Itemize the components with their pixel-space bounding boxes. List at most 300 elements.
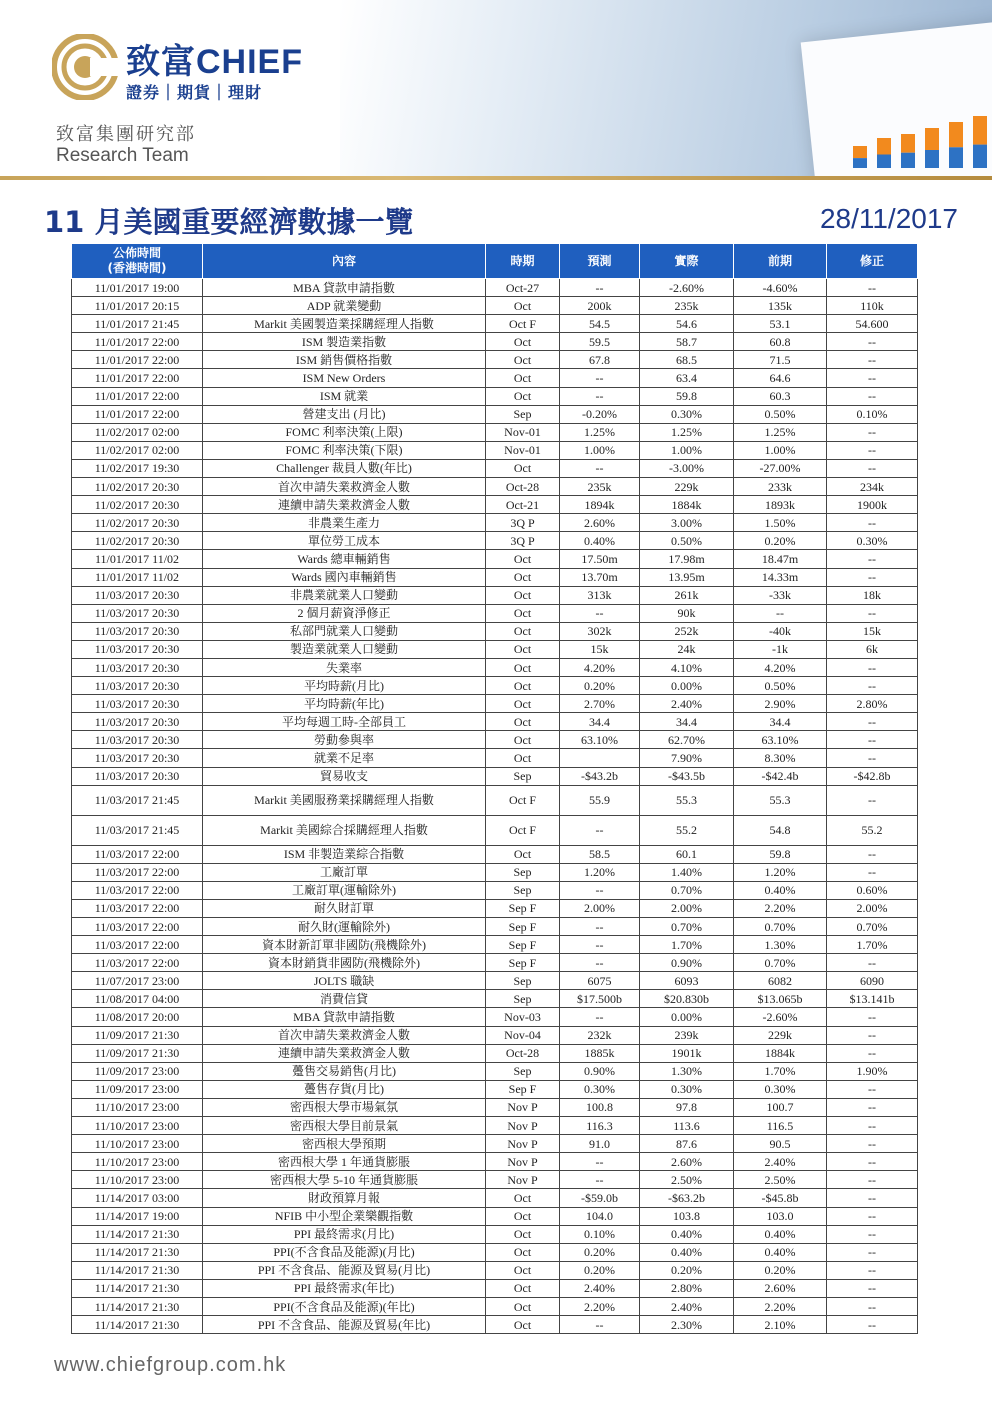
cell-item: 失業率 — [203, 658, 486, 676]
cell-release-time: 11/01/2017 21:45 — [72, 315, 203, 333]
cell-prior: -$45.8b — [734, 1189, 827, 1207]
cell-release-time: 11/14/2017 21:30 — [72, 1225, 203, 1243]
cell-prior: 63.10% — [734, 731, 827, 749]
cell-revised: 18k — [827, 586, 918, 604]
cell-item: ISM 非製造業綜合指數 — [203, 845, 486, 863]
cell-prior: 34.4 — [734, 713, 827, 731]
cell-release-time: 11/03/2017 20:30 — [72, 604, 203, 622]
cell-actual: 2.40% — [640, 695, 734, 713]
cell-prior: 1.50% — [734, 514, 827, 532]
cell-actual: 239k — [640, 1026, 734, 1044]
cell-forecast: 2.40% — [560, 1279, 640, 1297]
cell-actual: 55.3 — [640, 785, 734, 815]
cell-item: 資本財銷貨非國防(飛機除外) — [203, 954, 486, 972]
cell-period: Oct — [486, 1225, 560, 1243]
table-row — [72, 731, 918, 749]
cell-forecast: -- — [560, 459, 640, 477]
cell-forecast: -- — [560, 279, 640, 297]
cell-period: Oct — [486, 1261, 560, 1279]
cell-period: Sep F — [486, 936, 560, 954]
table-row — [72, 622, 918, 640]
cell-period: Oct — [486, 297, 560, 315]
cell-release-time: 11/10/2017 23:00 — [72, 1153, 203, 1171]
cell-release-time: 11/03/2017 20:30 — [72, 731, 203, 749]
cell-period: Oct — [486, 622, 560, 640]
cell-prior: -2.60% — [734, 1008, 827, 1026]
cell-forecast: 58.5 — [560, 845, 640, 863]
cell-period: Oct — [486, 713, 560, 731]
cell-item: NFIB 中小型企業樂觀指數 — [203, 1207, 486, 1225]
cell-prior: 54.8 — [734, 815, 827, 845]
decor-bar-bottom — [949, 147, 963, 168]
table-row — [72, 333, 918, 351]
cell-item: Wards 國內車輛銷售 — [203, 568, 486, 586]
cell-item: 單位勞工成本 — [203, 532, 486, 550]
cell-period: Oct F — [486, 315, 560, 333]
cell-forecast: 4.20% — [560, 658, 640, 676]
cell-revised: 54.600 — [827, 315, 918, 333]
table-row — [72, 863, 918, 881]
header-forecast: 預測 — [560, 244, 640, 279]
cell-item: JOLTS 職缺 — [203, 972, 486, 990]
decor-bar-top — [901, 134, 915, 153]
cell-forecast: 67.8 — [560, 351, 640, 369]
table-row — [72, 279, 918, 297]
cell-actual: 0.70% — [640, 918, 734, 936]
cell-forecast: 116.3 — [560, 1117, 640, 1135]
cell-forecast: 0.10% — [560, 1225, 640, 1243]
cell-prior: 233k — [734, 478, 827, 496]
cell-forecast: 1885k — [560, 1044, 640, 1062]
cell-release-time: 11/02/2017 20:30 — [72, 496, 203, 514]
cell-release-time: 11/09/2017 21:30 — [72, 1026, 203, 1044]
cell-prior: 8.30% — [734, 749, 827, 767]
cell-actual: -2.60% — [640, 279, 734, 297]
cell-item: 製造業就業人口變動 — [203, 640, 486, 658]
cell-prior: -1k — [734, 640, 827, 658]
cell-revised: -- — [827, 1297, 918, 1315]
cell-release-time: 11/03/2017 20:30 — [72, 677, 203, 695]
cell-item: 密西根大學預期 — [203, 1135, 486, 1153]
cell-forecast: -- — [560, 604, 640, 622]
cell-actual: 1.00% — [640, 441, 734, 459]
cell-period: Sep — [486, 881, 560, 899]
cell-prior: 135k — [734, 297, 827, 315]
cell-item: 就業不足率 — [203, 749, 486, 767]
table-row — [72, 899, 918, 917]
cell-revised: 55.2 — [827, 815, 918, 845]
cell-prior: -27.00% — [734, 459, 827, 477]
cell-actual: 1.40% — [640, 863, 734, 881]
cell-period: Oct — [486, 731, 560, 749]
table-row — [72, 845, 918, 863]
cell-period: Oct — [486, 845, 560, 863]
cell-release-time: 11/03/2017 22:00 — [72, 918, 203, 936]
cell-revised: -- — [827, 731, 918, 749]
cell-forecast: 13.70m — [560, 568, 640, 586]
table-row — [72, 990, 918, 1008]
cell-prior: 0.40% — [734, 881, 827, 899]
cell-period: Nov P — [486, 1117, 560, 1135]
cell-item: 密西根大學 5-10 年通貨膨脹 — [203, 1171, 486, 1189]
cell-prior: 6082 — [734, 972, 827, 990]
cell-revised: 15k — [827, 622, 918, 640]
cell-prior: 229k — [734, 1026, 827, 1044]
cell-revised: -- — [827, 1189, 918, 1207]
cell-revised: -- — [827, 677, 918, 695]
decor-bar-bottom — [973, 145, 987, 168]
cell-prior: -4.60% — [734, 279, 827, 297]
cell-forecast: -- — [560, 1153, 640, 1171]
cell-release-time: 11/03/2017 20:30 — [72, 640, 203, 658]
cell-item: FOMC 利率決策(下限) — [203, 441, 486, 459]
table-row — [72, 532, 918, 550]
cell-actual: 87.6 — [640, 1135, 734, 1153]
cell-prior: 100.7 — [734, 1098, 827, 1116]
cell-release-time: 11/03/2017 20:30 — [72, 749, 203, 767]
cell-period: Oct — [486, 459, 560, 477]
cell-actual: 55.2 — [640, 815, 734, 845]
cell-revised: -- — [827, 1026, 918, 1044]
cell-period: Oct — [486, 1189, 560, 1207]
cell-forecast: 1.00% — [560, 441, 640, 459]
table-row — [72, 972, 918, 990]
cell-period: Nov P — [486, 1135, 560, 1153]
cell-forecast: 0.90% — [560, 1062, 640, 1080]
cell-actual: 97.8 — [640, 1098, 734, 1116]
cell-forecast: 0.40% — [560, 532, 640, 550]
decor-bar-top — [949, 122, 963, 147]
chief-logo-icon — [52, 34, 118, 100]
cell-prior: 55.3 — [734, 785, 827, 815]
cell-revised: -- — [827, 423, 918, 441]
cell-item: Challenger 裁員人數(年比) — [203, 459, 486, 477]
cell-item: 躉售交易銷售(月比) — [203, 1062, 486, 1080]
cell-revised: -- — [827, 1153, 918, 1171]
cell-actual: 7.90% — [640, 749, 734, 767]
cell-period: Nov P — [486, 1098, 560, 1116]
table-row — [72, 459, 918, 477]
cell-release-time: 11/03/2017 21:45 — [72, 785, 203, 815]
cell-period: Nov-03 — [486, 1008, 560, 1026]
cell-item: 財政預算月報 — [203, 1189, 486, 1207]
cell-revised: -- — [827, 333, 918, 351]
cell-period: Sep — [486, 1062, 560, 1080]
cell-release-time: 11/03/2017 22:00 — [72, 881, 203, 899]
cell-period: Nov-01 — [486, 441, 560, 459]
cell-release-time: 11/14/2017 21:30 — [72, 1243, 203, 1261]
table-row — [72, 1117, 918, 1135]
cell-period: Oct-21 — [486, 496, 560, 514]
cell-release-time: 11/14/2017 03:00 — [72, 1189, 203, 1207]
cell-actual: 0.40% — [640, 1243, 734, 1261]
cell-release-time: 11/02/2017 19:30 — [72, 459, 203, 477]
cell-release-time: 11/01/2017 19:00 — [72, 279, 203, 297]
cell-actual: 0.40% — [640, 1225, 734, 1243]
cell-revised: -- — [827, 954, 918, 972]
cell-release-time: 11/10/2017 23:00 — [72, 1135, 203, 1153]
cell-forecast: -- — [560, 387, 640, 405]
table-row — [72, 1135, 918, 1153]
cell-revised: 6k — [827, 640, 918, 658]
cell-revised: -- — [827, 1008, 918, 1026]
cell-actual: 58.7 — [640, 333, 734, 351]
cell-period: Oct F — [486, 785, 560, 815]
cell-item: 連續申請失業救濟金人數 — [203, 1044, 486, 1062]
table-row — [72, 441, 918, 459]
cell-release-time: 11/02/2017 02:00 — [72, 441, 203, 459]
cell-forecast: 6075 — [560, 972, 640, 990]
cell-actual: 24k — [640, 640, 734, 658]
table-row — [72, 496, 918, 514]
table-row — [72, 936, 918, 954]
cell-prior: 0.20% — [734, 1261, 827, 1279]
cell-item: 非農業就業人口變動 — [203, 586, 486, 604]
cell-actual: 1901k — [640, 1044, 734, 1062]
cell-revised: 0.10% — [827, 405, 918, 423]
cell-period: Oct-27 — [486, 279, 560, 297]
cell-forecast: 1.20% — [560, 863, 640, 881]
research-dept-en: Research Team — [56, 145, 189, 166]
cell-item: 貿易收支 — [203, 767, 486, 785]
cell-prior: 2.40% — [734, 1153, 827, 1171]
cell-actual: 103.8 — [640, 1207, 734, 1225]
cell-release-time: 11/03/2017 20:30 — [72, 586, 203, 604]
cell-prior: 18.47m — [734, 550, 827, 568]
cell-revised: -- — [827, 1117, 918, 1135]
cell-revised: -- — [827, 1171, 918, 1189]
cell-forecast: 302k — [560, 622, 640, 640]
cell-period: Oct — [486, 1297, 560, 1315]
cell-prior: 64.6 — [734, 369, 827, 387]
page-title: 11 月美國重要經濟數據一覽 — [44, 205, 414, 239]
decor-bar-top — [973, 116, 987, 145]
cell-actual: 2.50% — [640, 1171, 734, 1189]
header-release-time: 公佈時間 (香港時間) — [72, 244, 203, 279]
cell-forecast: 200k — [560, 297, 640, 315]
cell-release-time: 11/03/2017 21:45 — [72, 815, 203, 845]
cell-forecast: 15k — [560, 640, 640, 658]
cell-period: Sep — [486, 767, 560, 785]
cell-period: Oct — [486, 1207, 560, 1225]
brand-subtitle: 證券｜期貨｜理財 — [126, 83, 263, 102]
cell-item: 躉售存貨(月比) — [203, 1080, 486, 1098]
cell-release-time: 11/02/2017 20:30 — [72, 514, 203, 532]
cell-item: 平均每週工時-全部員工 — [203, 713, 486, 731]
table-row — [72, 586, 918, 604]
table-row — [72, 1279, 918, 1297]
cell-revised: 2.80% — [827, 695, 918, 713]
cell-prior: 53.1 — [734, 315, 827, 333]
cell-release-time: 11/03/2017 20:30 — [72, 767, 203, 785]
cell-forecast: -- — [560, 918, 640, 936]
cell-period: Oct — [486, 1243, 560, 1261]
cell-period: Oct — [486, 749, 560, 767]
table-row — [72, 1189, 918, 1207]
cell-actual: 2.40% — [640, 1297, 734, 1315]
cell-period: Sep F — [486, 1080, 560, 1098]
cell-release-time: 11/14/2017 21:30 — [72, 1279, 203, 1297]
cell-forecast: 0.30% — [560, 1080, 640, 1098]
cell-forecast: 63.10% — [560, 731, 640, 749]
cell-forecast: -0.20% — [560, 405, 640, 423]
cell-item: ADP 就業變動 — [203, 297, 486, 315]
cell-item: 工廠訂單(運輸除外) — [203, 881, 486, 899]
cell-revised: $13.141b — [827, 990, 918, 1008]
cell-actual: 34.4 — [640, 713, 734, 731]
cell-revised: 1900k — [827, 496, 918, 514]
table-row — [72, 815, 918, 845]
cell-forecast: -- — [560, 881, 640, 899]
cell-period: Sep F — [486, 954, 560, 972]
cell-revised: -- — [827, 1098, 918, 1116]
cell-period: Oct — [486, 640, 560, 658]
cell-actual: 0.30% — [640, 1080, 734, 1098]
cell-release-time: 11/03/2017 20:30 — [72, 658, 203, 676]
table-row — [72, 677, 918, 695]
bar-chart-illustration — [845, 60, 992, 170]
cell-prior: -33k — [734, 586, 827, 604]
table-row — [72, 1008, 918, 1026]
cell-period: Oct-28 — [486, 478, 560, 496]
cell-period: 3Q P — [486, 514, 560, 532]
cell-revised: -- — [827, 1080, 918, 1098]
cell-forecast: -- — [560, 815, 640, 845]
cell-prior: 4.20% — [734, 658, 827, 676]
cell-release-time: 11/01/2017 22:00 — [72, 387, 203, 405]
cell-forecast: 0.20% — [560, 1243, 640, 1261]
cell-period: Oct — [486, 333, 560, 351]
cell-release-time: 11/07/2017 23:00 — [72, 972, 203, 990]
cell-item: 2 個月薪資淨修正 — [203, 604, 486, 622]
cell-revised: 0.30% — [827, 532, 918, 550]
economic-data-table — [71, 243, 918, 1334]
decor-bar-bottom — [901, 153, 915, 168]
cell-revised: -- — [827, 1316, 918, 1334]
header-actual: 實際 — [640, 244, 734, 279]
cell-revised: -- — [827, 1135, 918, 1153]
cell-period: Oct-28 — [486, 1044, 560, 1062]
cell-period: Oct — [486, 369, 560, 387]
cell-revised: 0.60% — [827, 881, 918, 899]
table-row — [72, 423, 918, 441]
cell-item: Markit 美國製造業採購經理人指數 — [203, 315, 486, 333]
cell-revised: 2.00% — [827, 899, 918, 917]
cell-item: Wards 總車輛銷售 — [203, 550, 486, 568]
cell-forecast: 2.70% — [560, 695, 640, 713]
table-row — [72, 1062, 918, 1080]
cell-release-time: 11/01/2017 11/02 — [72, 550, 203, 568]
cell-actual: 60.1 — [640, 845, 734, 863]
decor-bar-bottom — [877, 155, 891, 169]
cell-period: Sep — [486, 990, 560, 1008]
cell-actual: 62.70% — [640, 731, 734, 749]
cell-revised: 6090 — [827, 972, 918, 990]
table-row — [72, 514, 918, 532]
cell-item: 首次申請失業救濟金人數 — [203, 1026, 486, 1044]
cell-forecast: 2.00% — [560, 899, 640, 917]
header-period: 時期 — [486, 244, 560, 279]
cell-item: 資本財新訂單非國防(飛機除外) — [203, 936, 486, 954]
cell-revised: -- — [827, 1225, 918, 1243]
cell-item: 營建支出 (月比) — [203, 405, 486, 423]
cell-actual: 0.30% — [640, 405, 734, 423]
cell-forecast: 55.9 — [560, 785, 640, 815]
table-row — [72, 405, 918, 423]
cell-revised: -- — [827, 351, 918, 369]
cell-actual: 1.70% — [640, 936, 734, 954]
table-row — [72, 695, 918, 713]
cell-release-time: 11/02/2017 20:30 — [72, 478, 203, 496]
cell-prior: 2.20% — [734, 899, 827, 917]
cell-item: 非農業生產力 — [203, 514, 486, 532]
cell-item: ISM 製造業指數 — [203, 333, 486, 351]
cell-release-time: 11/08/2017 20:00 — [72, 1008, 203, 1026]
cell-item: 密西根大學 1 年通貨膨脹 — [203, 1153, 486, 1171]
cell-prior: 0.70% — [734, 954, 827, 972]
cell-actual: 3.00% — [640, 514, 734, 532]
cell-actual: 2.80% — [640, 1279, 734, 1297]
cell-period: Oct — [486, 658, 560, 676]
cell-actual: 261k — [640, 586, 734, 604]
cell-item: ISM New Orders — [203, 369, 486, 387]
cell-prior: 0.50% — [734, 405, 827, 423]
cell-item: PPI(不含食品及能源)(年比) — [203, 1297, 486, 1315]
research-dept-cn: 致富集團研究部 — [56, 124, 196, 145]
cell-revised: -- — [827, 279, 918, 297]
cell-period: Oct — [486, 550, 560, 568]
cell-revised: -- — [827, 550, 918, 568]
cell-prior: 1.25% — [734, 423, 827, 441]
cell-period: Oct — [486, 1316, 560, 1334]
table-row — [72, 767, 918, 785]
table-row — [72, 1225, 918, 1243]
cell-prior: 90.5 — [734, 1135, 827, 1153]
cell-item: ISM 銷售價格指數 — [203, 351, 486, 369]
cell-revised: 1.90% — [827, 1062, 918, 1080]
cell-period: Sep F — [486, 918, 560, 936]
cell-period: Oct — [486, 1279, 560, 1297]
cell-release-time: 11/10/2017 23:00 — [72, 1098, 203, 1116]
table-row — [72, 749, 918, 767]
cell-prior: 1893k — [734, 496, 827, 514]
cell-forecast: 17.50m — [560, 550, 640, 568]
cell-revised: -- — [827, 459, 918, 477]
cell-release-time: 11/14/2017 21:30 — [72, 1316, 203, 1334]
cell-prior: 2.90% — [734, 695, 827, 713]
table-row — [72, 954, 918, 972]
cell-actual: -3.00% — [640, 459, 734, 477]
cell-forecast: 0.20% — [560, 1261, 640, 1279]
cell-prior: -40k — [734, 622, 827, 640]
cell-prior: 2.10% — [734, 1316, 827, 1334]
cell-actual: 90k — [640, 604, 734, 622]
cell-prior: 60.8 — [734, 333, 827, 351]
table-row — [72, 1316, 918, 1334]
cell-actual: 1.30% — [640, 1062, 734, 1080]
cell-release-time: 11/03/2017 22:00 — [72, 954, 203, 972]
decor-bar-bottom — [853, 158, 867, 168]
cell-period: Oct — [486, 568, 560, 586]
cell-release-time: 11/01/2017 22:00 — [72, 405, 203, 423]
cell-revised: -$42.8b — [827, 767, 918, 785]
cell-actual: 0.00% — [640, 1008, 734, 1026]
cell-forecast: -- — [560, 1316, 640, 1334]
cell-period: Oct — [486, 695, 560, 713]
header-divider — [0, 176, 992, 180]
cell-revised: -- — [827, 1044, 918, 1062]
cell-prior: 1884k — [734, 1044, 827, 1062]
